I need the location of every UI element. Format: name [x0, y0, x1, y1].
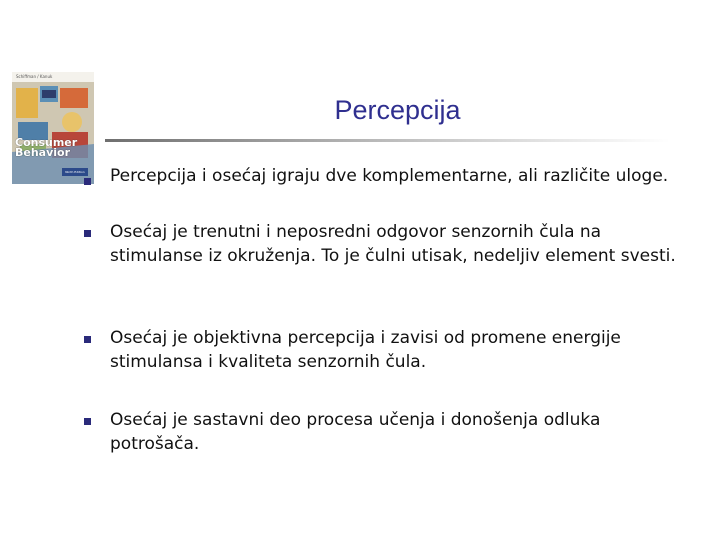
slide-title: Percepcija [334, 95, 461, 125]
bullet-marker-icon [84, 336, 91, 343]
cover-title: Consumer Behavior [15, 136, 78, 159]
bullet-text: Osećaj je trenutni i neposredni odgovor senzornih čula na stimulanse iz okruženja. To je čulni utisak, nedeljiv element svesti. [110, 222, 676, 266]
bullet-text: Percepcija i osećaj igraju dve komplementarne, ali različite uloge. [110, 166, 669, 186]
bullet-marker-icon [84, 418, 91, 425]
bullet-marker-icon [84, 178, 91, 185]
cover-edition-badge: Ninth Edition [62, 168, 88, 176]
bullet-text: Osećaj je objektivna percepcija i zavisi od promene energije stimulansa i kvaliteta senzornih čula. [110, 328, 621, 372]
bullet-marker-icon [84, 230, 91, 237]
bullet-text: Osećaj je sastavni deo procesa učenja i donošenja odluka potrošača. [110, 410, 601, 454]
cover-author-text: Schiffman / Kanuk [16, 74, 53, 79]
